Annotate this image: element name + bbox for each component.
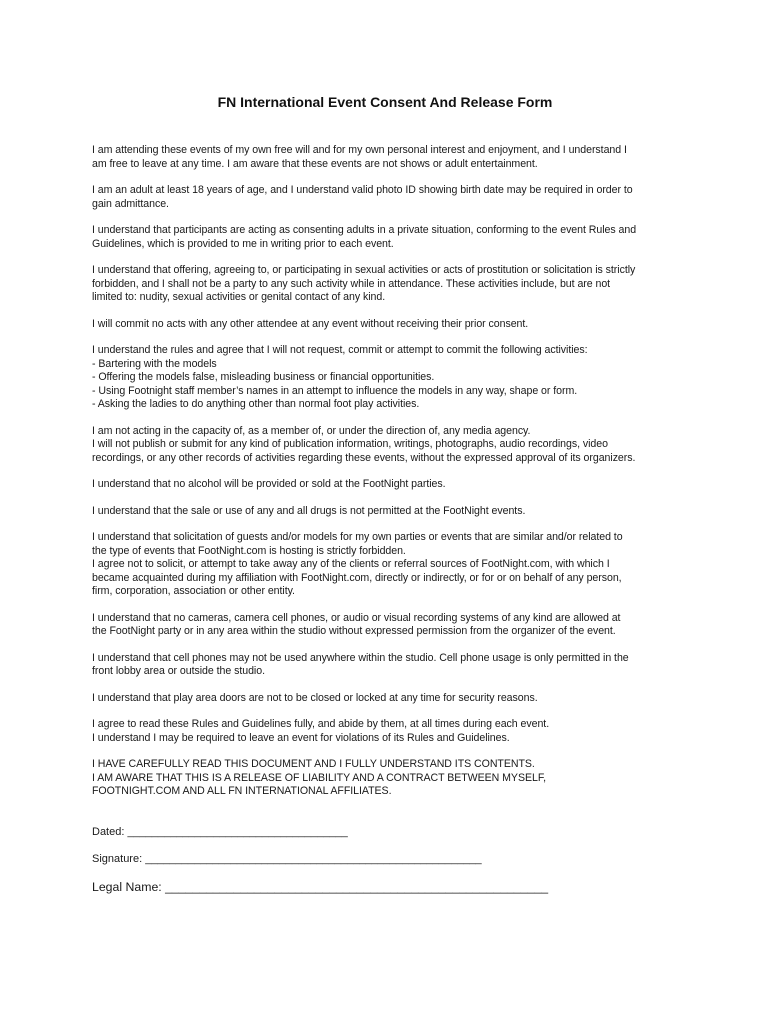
paragraph-line: I agree not to solicit, or attempt to take away any of the clients or referral sources of FootNight.com, with which I xyxy=(92,558,610,570)
paragraph-line: - Asking the ladies to do anything other than normal foot play activities. xyxy=(92,398,420,410)
paragraph-line: I am attending these events of my own free will and for my own personal interest and enjoyment, and I understand I xyxy=(92,144,627,156)
paragraph xyxy=(92,652,692,679)
paragraph-line: I HAVE CAREFULLY READ THIS DOCUMENT AND I FULLY UNDERSTAND ITS CONTENTS. xyxy=(92,758,535,770)
paragraph-line: - Using Footnight staff member’s names in an attempt to influence the models in any way, shape or form. xyxy=(92,384,578,397)
paragraph-line: I understand that no alcohol will be provided or sold at the FootNight parties. xyxy=(92,478,446,490)
paragraph xyxy=(92,758,692,799)
paragraph-line: gain admittance. xyxy=(92,197,169,210)
signature-field[interactable]: Signature: _______________________________________________________ xyxy=(92,853,482,865)
paragraph-line: I am not acting in the capacity of, as a member of, or under the direction of, any media agency. xyxy=(92,424,531,437)
paragraph-line: the type of events that FootNight.com is hosting is strictly forbidden. xyxy=(92,544,406,557)
paragraph-line: I understand the rules and agree that I will not request, commit or attempt to commit the following activities: xyxy=(92,344,588,356)
paragraph xyxy=(92,612,692,639)
paragraph-line: I agree to read these Rules and Guidelines fully, and abide by them, at all times during each event. xyxy=(92,718,550,730)
paragraph-line: - Bartering with the models xyxy=(92,357,217,370)
paragraph-line: forbidden, and I shall not be a party to any such activity while in attendance. These activities include, but are not xyxy=(92,277,611,290)
paragraph-line: became acquainted during my affiliation with FootNight.com, directly or indirectly, or for or on behalf of any person, xyxy=(92,571,622,584)
paragraph xyxy=(92,144,692,171)
paragraph-line: - Offering the models false, misleading business or financial opportunities. xyxy=(92,371,435,383)
paragraph-line: recordings, or any other records of activities regarding these events, without the expressed approval of its organizers. xyxy=(92,451,636,464)
paragraph-line: Guidelines, which is provided to me in writing prior to each event. xyxy=(92,237,394,250)
paragraph-line: firm, corporation, association or other entity. xyxy=(92,585,295,597)
paragraph-line: I will commit no acts with any other attendee at any event without receiving their prior consent. xyxy=(92,317,529,330)
paragraph xyxy=(92,425,692,466)
paragraph xyxy=(92,184,692,211)
document-body xyxy=(92,144,692,812)
paragraph-line: I understand that cell phones may not be used anywhere within the studio. Cell phone usage is only permitted in the xyxy=(92,651,629,664)
paragraph-line: I understand that no cameras, camera cell phones, or audio or visual recording systems of any kind are allowed at xyxy=(92,611,621,624)
paragraph-line: I am an adult at least 18 years of age, and I understand valid photo ID showing birth date may be required in order to xyxy=(92,184,633,196)
paragraph-line: am free to leave at any time. I am aware that these events are not shows or adult entertainment. xyxy=(92,157,538,170)
paragraph-line: I AM AWARE THAT THIS IS A RELEASE OF LIABILITY AND A CONTRACT BETWEEN MYSELF, xyxy=(92,771,546,784)
paragraph-line: I understand that participants are acting as consenting adults in a private situation, conforming to the event Rules and xyxy=(92,224,637,236)
document-title: FN International Event Consent And Release Form xyxy=(217,94,553,110)
paragraph-line: I understand that offering, agreeing to, or participating in sexual activities or acts of prostitution or solicitation is strictly xyxy=(92,264,636,276)
paragraph xyxy=(92,318,692,332)
paragraph-line: I understand that play area doors are not to be closed or locked at any time for security reasons. xyxy=(92,691,538,704)
paragraph-line: the FootNight party or in any area within the studio without expressed permission from the organizer of the event. xyxy=(92,625,616,637)
paragraph-line: front lobby area or outside the studio. xyxy=(92,665,265,677)
paragraph-line: I understand that the sale or use of any and all drugs is not permitted at the FootNight events. xyxy=(92,504,526,517)
legal-name-field[interactable]: Legal Name: ________________________________________________________ xyxy=(92,880,549,894)
paragraph xyxy=(92,505,692,519)
paragraph-line: limited to: nudity, sexual activities or genital contact of any kind. xyxy=(92,291,386,303)
paragraph xyxy=(92,718,692,745)
paragraph xyxy=(92,224,692,251)
paragraph xyxy=(92,478,692,492)
paragraph-line: I will not publish or submit for any kind of publication information, writings, photographs, audio recordings, video xyxy=(92,438,608,450)
paragraph-line: I understand that solicitation of guests and/or models for my own parties or events that are similar and/or related to xyxy=(92,531,623,543)
paragraph-line: I understand I may be required to leave an event for violations of its Rules and Guidelines. xyxy=(92,731,510,744)
signature-block xyxy=(92,826,712,907)
paragraph xyxy=(92,344,692,412)
paragraph xyxy=(92,692,692,706)
paragraph xyxy=(92,531,692,599)
dated-field[interactable]: Dated: ____________________________________ xyxy=(92,826,348,838)
paragraph xyxy=(92,264,692,305)
paragraph-line: FOOTNIGHT.COM AND ALL FN INTERNATIONAL AFFILIATES. xyxy=(92,785,392,797)
